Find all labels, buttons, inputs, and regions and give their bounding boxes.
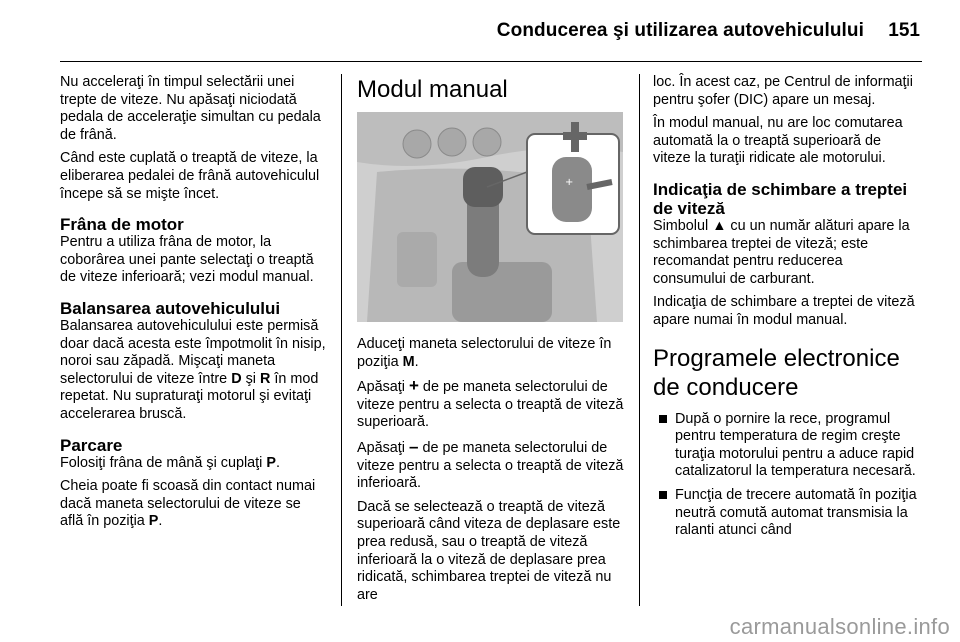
subheading-engine-brake: Frâna de motor <box>60 215 184 235</box>
paragraph: Când este cuplată o treaptă de viteze, la eliberarea pedalei de frână autovehiculul începe să se mişte încet. <box>60 150 320 202</box>
section-heading-driving-programs: Programele electronice de conducere <box>653 344 900 401</box>
list-item: După o pornire la rece, programul pentru temperatura de regim creşte turaţia motorului pentru a aduce rapid catalizatorul la temperatura necesară. <box>653 411 919 481</box>
page-number: 151 <box>888 20 920 41</box>
paragraph: Balansarea autovehiculului este permisă doar dacă acesta este împotmolit în nisip, noroi sau zăpadă. Mişcaţi maneta selectorului de viteze între D şi R în mod repetat. Nu supraturaţi motorul şi evitaţi accelerarea bruscă. <box>60 317 326 422</box>
key-p: P <box>148 513 159 530</box>
key-r: R <box>259 370 271 387</box>
column-divider <box>341 74 342 606</box>
column-left <box>60 74 326 537</box>
paragraph: loc. În acest caz, pe Centrul de informaţii pentru şofer (DIC) apare un mesaj. <box>653 74 913 108</box>
section-heading-manual-mode: Modul manual <box>357 76 508 103</box>
programs-list <box>653 411 919 540</box>
gear-selector-drawing <box>357 112 623 322</box>
watermark: carmanualsonline.info <box>729 614 950 639</box>
paragraph: Apăsaţi – de pe maneta selectorului de viteze pentru a selecta o treaptă de viteză inferioară. <box>357 436 624 492</box>
paragraph: Folosiţi frâna de mână şi cuplaţi P. <box>60 454 280 471</box>
subheading-parking: Parcare <box>60 435 123 455</box>
column-divider <box>639 74 640 606</box>
paragraph: Apăsaţi + de pe maneta selectorului de viteze pentru a selecta o treaptă de viteză superioară. <box>357 376 624 431</box>
bullet-icon <box>659 491 667 499</box>
paragraph: Nu acceleraţi în timpul selectării unei trepte de viteze. Nu apăsaţi niciodată pedala de acceleraţie simultan cu pedala de frână. <box>60 74 321 143</box>
paragraph: Aduceţi maneta selectorului de viteze în poziţia M. <box>357 336 612 370</box>
triangle-up-icon: ▲ <box>712 217 727 234</box>
list-item: Funcţia de trecere automată în poziţia neutră comută automat transmisia la ralanti atunci când <box>653 487 919 540</box>
paragraph: Dacă se selectează o treaptă de viteză superioară când viteza de deplasare este prea redusă, sau o treaptă de viteză inferioară la o viteză de deplasare prea ridicată, schimbarea treptei de viteză nu are <box>357 498 621 603</box>
svg-text:+: + <box>565 177 574 188</box>
bullet-icon <box>659 415 667 423</box>
key-d: D <box>231 370 242 387</box>
paragraph: În modul manual, nu are loc comutarea automată la o treaptă superioară de viteze la turaţii ridicate ale motorului. <box>653 115 903 167</box>
subheading-rocking: Balansarea autovehiculului <box>60 298 281 318</box>
paragraph: Indicaţia de schimbare a treptei de viteză apare numai în modul manual. <box>653 294 915 328</box>
paragraph: Pentru a utiliza frâna de motor, la coborârea unei pante selectaţi o treaptă de viteze inferioară; vezi modul manual. <box>60 234 314 286</box>
paragraph: Simbolul ▲ cu un număr alături apare la schimbarea treptei de viteză; este recomandat pentru reducerea consumului de carburant. <box>653 217 910 287</box>
gear-selector-illustration <box>357 112 623 322</box>
column-middle <box>357 74 625 610</box>
minus-icon: – <box>409 436 419 456</box>
header-divider <box>60 61 922 62</box>
column-right <box>653 74 919 546</box>
plus-icon: + <box>409 376 419 396</box>
key-m: M <box>402 353 415 370</box>
page-header-title: Conducerea şi utilizarea autovehiculului <box>496 20 864 41</box>
paragraph: Cheia poate fi scoasă din contact numai dacă maneta selectorului de viteze se află în poziţia P. <box>60 478 316 530</box>
key-p: P <box>266 454 276 471</box>
subheading-shift-indicator: Indicaţia de schimbare a treptei de viteză <box>653 179 908 218</box>
